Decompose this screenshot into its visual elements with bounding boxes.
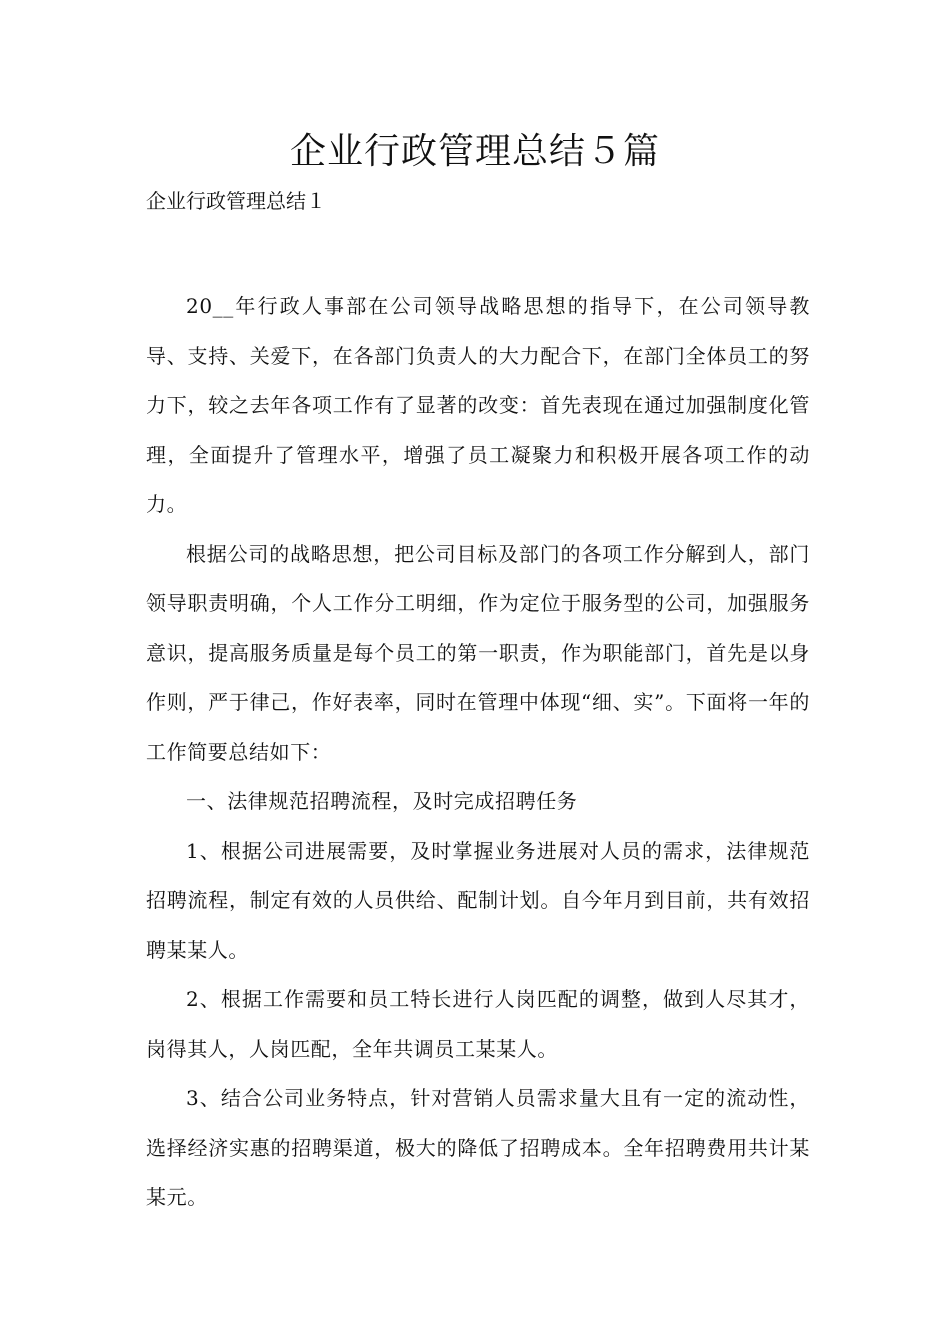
paragraph-item-3: 3、结合公司业务特点，针对营销人员需求量大且有一定的流动性，选择经济实惠的招聘渠道，极大的降低了招聘成本。全年招聘费用共计某某元。 (146, 1086, 810, 1209)
paragraph-strategy: 根据公司的战略思想，把公司目标及部门的各项工作分解到人，部门领导职责明确，个人工作分工明细，作为定位于服务型的公司，加强服务意识，提高服务质量是每个员工的第一职责，作为职能部门，首先是以身作则，严于律己，作好表率，同时在管理中体现“细、实”。下面将一年的工作简要总结如下： (146, 541, 810, 764)
document-body (146, 282, 810, 1223)
section-heading-recruitment: 一、法律规范招聘流程，及时完成招聘任务 (186, 789, 578, 813)
paragraph-item-2: 2、根据工作需要和员工特长进行人岗匹配的调整，做到人尽其才，岗得其人，人岗匹配，全年共调员工某某人。 (146, 987, 810, 1061)
paragraph-item-1: 1、根据公司进展需要，及时掌握业务进展对人员的需求，法律规范招聘流程，制定有效的人员供给、配制计划。自今年月到目前，共有效招聘某某人。 (146, 838, 810, 962)
section-subtitle: 企业行政管理总结１ (146, 189, 326, 213)
document-title: 企业行政管理总结５篇 (289, 131, 660, 172)
paragraph-intro: 20__年行政人事部在公司领导战略思想的指导下，在公司领导教导、支持、关爱下，在各部门负责人的大力配合下，在部门全体员工的努力下，较之去年各项工作有了显著的改变：首先表现在通过加强制度化管理，全面提升了管理水平，增强了员工凝聚力和积极开展各项工作的动力。 (146, 294, 810, 516)
